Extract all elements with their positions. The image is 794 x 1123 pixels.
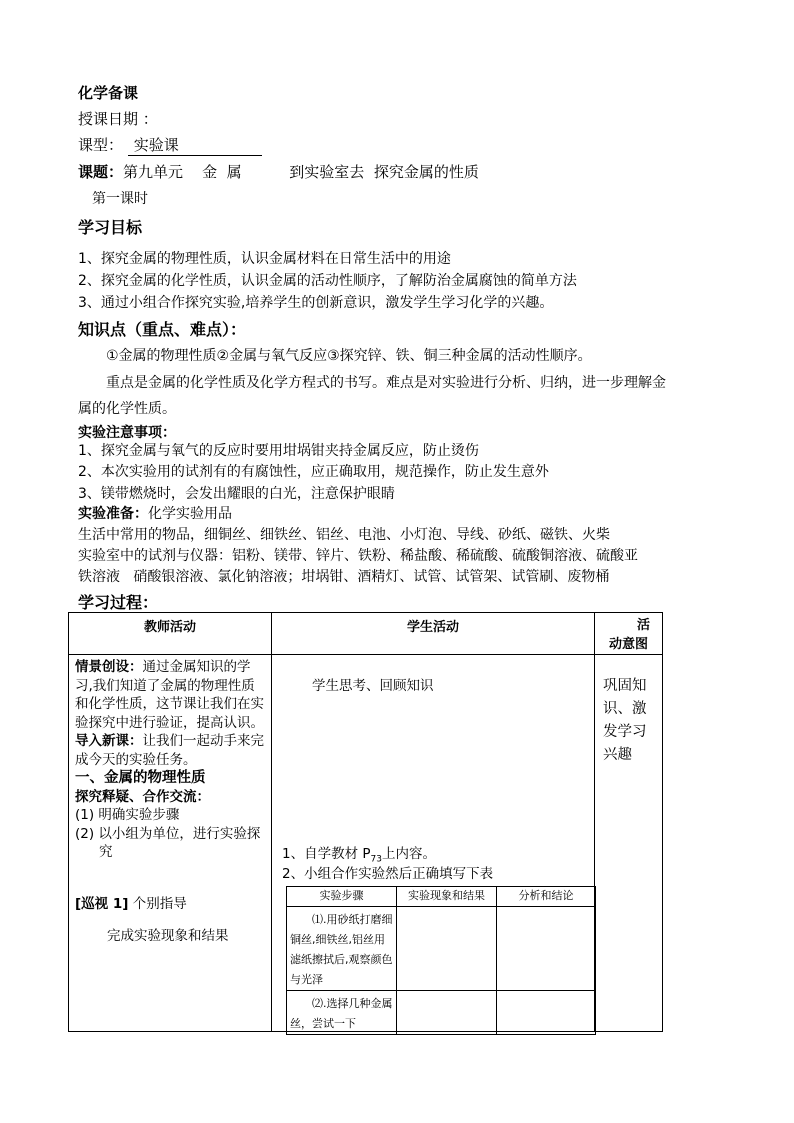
precautions-heading: 实验注意事项：	[78, 425, 176, 441]
preparation-label: 实验准备：	[78, 506, 148, 522]
experiment-analysis-cell	[497, 990, 596, 1034]
patrol-line	[75, 895, 267, 914]
experiment-table	[286, 886, 596, 1035]
experiment-analysis-cell	[497, 906, 596, 990]
header-teacher: 教师活动	[69, 613, 272, 655]
precaution-item: 2、本次实验用的试剂有的有腐蚀性，应正确取用，规范操作，防止发生意外	[78, 464, 549, 480]
scene-text: 通过金属知识的学习,我们知道了金属的物理性质和化学性质，这节课让我们在实验探究中进行验证，提高认识。	[75, 659, 264, 731]
complete-line: 完成实验现象和结果	[107, 928, 229, 944]
topic-value: 第九单元 金 属 到实验室去 探究金属的性质	[123, 163, 479, 181]
lesson-type-label: 课型：	[78, 136, 124, 154]
scene-paragraph	[75, 658, 267, 732]
intent-cell	[595, 655, 663, 1032]
header-intent-line1: 活	[636, 618, 650, 633]
experiment-row	[287, 990, 596, 1034]
table-header-row	[69, 613, 663, 655]
student-think: 学生思考、回顾知识	[312, 678, 434, 694]
scene-label: 情景创设：	[75, 659, 143, 675]
preparation-value: 化学实验用品	[148, 506, 232, 522]
lesson-topic	[78, 161, 479, 182]
step-item-cont: 究	[99, 844, 113, 860]
preparation-line: 实验室中的试剂与仪器：铝粉、镁带、锌片、铁粉、稀盐酸、稀硫酸、硫酸铜溶液、硫酸亚	[78, 548, 638, 564]
precaution-item: 3、镁带燃烧时，会发出耀眼的白光，注意保护眼睛	[78, 486, 395, 502]
lesson-period: 第一课时	[92, 191, 148, 207]
intent-text: 巩固知识、激发学习兴趣	[603, 678, 647, 763]
objective-item: 2、探究金属的化学性质，认识金属的活动性顺序，了解防治金属腐蚀的简单方法	[78, 273, 577, 289]
student-cell	[272, 655, 595, 1032]
experiment-result-cell	[397, 906, 497, 990]
self-study-post: 上内容。	[381, 846, 436, 862]
experiment-step: ⑴.用砂纸打磨细铜丝,细铁丝,铝丝用滤纸擦拭后,观察颜色与光泽	[287, 906, 397, 990]
section-physical: 一、金属的物理性质	[75, 770, 206, 786]
experiment-header: 分析和结论	[497, 887, 596, 907]
group-task: 2、小组合作实验然后正确填写下表	[282, 866, 494, 882]
experiment-header: 实验现象和结果	[397, 887, 497, 907]
preparation-title	[78, 503, 232, 523]
preparation-line: 生活中常用的物品，细铜丝、细铁丝、铝丝、电池、小灯泡、导线、砂纸、磁铁、火柴	[78, 527, 610, 543]
objectives-heading: 学习目标	[78, 218, 143, 237]
objective-item: 3、通过小组合作探究实验,培养学生的创新意识，激发学生学习化学的兴趣。	[78, 295, 554, 311]
experiment-row	[287, 906, 596, 990]
header-student: 学生活动	[272, 613, 595, 655]
teacher-cell	[69, 655, 272, 1032]
explore-heading: 探究释疑、合作交流：	[75, 788, 210, 805]
patrol-text: 个别指导	[128, 895, 187, 912]
lesson-type	[78, 134, 262, 156]
lesson-type-value: 实验课	[128, 134, 262, 156]
precaution-item: 1、探究金属与氧气的反应时要用坩埚钳夹持金属反应，防止烫伤	[78, 443, 479, 459]
self-study-sub: 73	[370, 854, 382, 865]
key-points-line: 属的化学性质。	[78, 401, 176, 417]
header-intent-line2: 动意图	[608, 637, 648, 652]
experiment-header-row	[287, 887, 596, 907]
self-study-pre: 1、自学教材 P	[282, 846, 371, 862]
key-points-line: 重点是金属的化学性质及化学方程式的书写。难点是对实验进行分析、归纳，进一步理解金	[106, 375, 666, 391]
preparation-line: 铁溶液 硝酸银溶液、氯化钠溶液；坩埚钳、酒精灯、试管、试管架、试管刷、废物桶	[78, 569, 610, 585]
document-title: 化学备课	[78, 84, 139, 102]
experiment-step: ⑵.选择几种金属丝，尝试一下	[287, 990, 397, 1034]
experiment-result-cell	[397, 990, 497, 1034]
step-item: (2) 以小组为单位，进行实验探	[75, 825, 261, 842]
objective-item: 1、探究金属的物理性质，认识金属材料在日常生活中的用途	[78, 251, 451, 267]
intro-label: 导入新课：	[75, 733, 143, 749]
header-intent	[595, 613, 663, 655]
step-item: (1) 明确实验步骤	[75, 807, 180, 823]
table-row	[69, 655, 663, 1032]
process-table	[68, 612, 663, 1032]
intro-paragraph	[75, 732, 267, 769]
intro-text: 让我们一起动手来完成今天的实验任务。	[75, 733, 264, 768]
topic-label: 课题：	[78, 163, 124, 181]
patrol-label: [巡视 1]	[75, 895, 129, 912]
lesson-date: 授课日期 ：	[78, 110, 158, 128]
process-heading: 学习过程：	[78, 593, 159, 612]
key-points-heading: 知识点（重点、难点）：	[78, 320, 247, 339]
key-points-line: ①金属的物理性质②金属与氧气反应③探究锌、铁、铜三种金属的活动性顺序。	[106, 348, 592, 364]
experiment-header: 实验步骤	[287, 887, 397, 907]
